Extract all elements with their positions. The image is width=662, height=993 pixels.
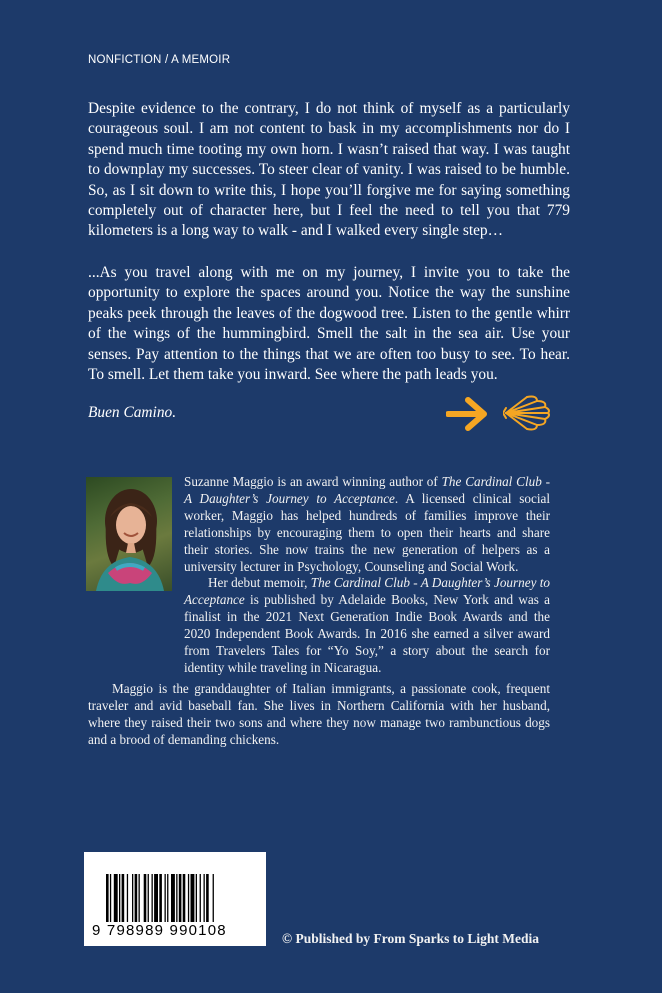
arrow-right-icon	[446, 394, 490, 434]
blurb-paragraph-1: Despite evidence to the contrary, I do not think of myself as a particularly courageous soul. I am not content to bask in my accomplishments nor do I spend much time tooting my own horn. I wasn’t raised that way. I was taught to downplay my successes. To steer clear of vanity. I was raised to be humble. So, as I sit down to write this, I hope you’ll forgive me for saying something completely out of character here, but I feel the need to tell you that 779 kilometers is a long way to walk - and I walked every single step…	[88, 100, 570, 240]
signoff: Buen Camino.	[88, 404, 177, 421]
genre-label: NONFICTION / A MEMOIR	[88, 54, 231, 66]
isbn-digits: 9 798989 990108	[92, 922, 227, 939]
barcode-bars	[106, 874, 248, 922]
scallop-shell-icon	[503, 393, 551, 433]
bio-paragraph-1: Suzanne Maggio is an award winning author of The Cardinal Club - A Daughter’s Journey to Acceptance. A licensed clinical social worker, Maggio has helped hundreds of families improve their relationships by encouraging them to open their hearts and share their stories. She now trains the new generation of helpers as a university lecturer in Psychology, Counseling and Social Work.	[184, 474, 551, 574]
author-bio	[88, 474, 550, 749]
bio-paragraph-2: Her debut memoir, The Cardinal Club - A Daughter’s Journey to Acceptance is published by Adelaide Books, New York and was a finalist in the 2021 Next Generation Indie Book Awards and the 2020 Independent Book Awards. In 2016 she earned a silver award from Travelers Tales for “Yo Soy,” a story about the search for identity while traveling in Nicaragua.	[184, 575, 550, 675]
barcode	[84, 852, 266, 946]
blurb-paragraph-2: ...As you travel along with me on my journey, I invite you to take the opportunity to explore the spaces around you. Notice the way the sunshine peaks peek through the leaves of the dogwood tree. Listen to the gentle whirr of the wings of the hummingbird. Smell the salt in the sea air. Use your senses. Pay attention to the things that we are often too busy to see. To hear. To smell. Let them take you inward. See where the path leads you.	[88, 264, 570, 384]
bio-paragraph-3: Maggio is the granddaughter of Italian immigrants, a passionate cook, frequent traveler and avid baseball fan. She lives in Northern California with her husband, where they raised their two sons and where they now manage two rambunctious dogs and a brood of demanding chickens.	[88, 680, 550, 747]
publisher-credit: © Published by From Sparks to Light Media	[282, 931, 540, 946]
